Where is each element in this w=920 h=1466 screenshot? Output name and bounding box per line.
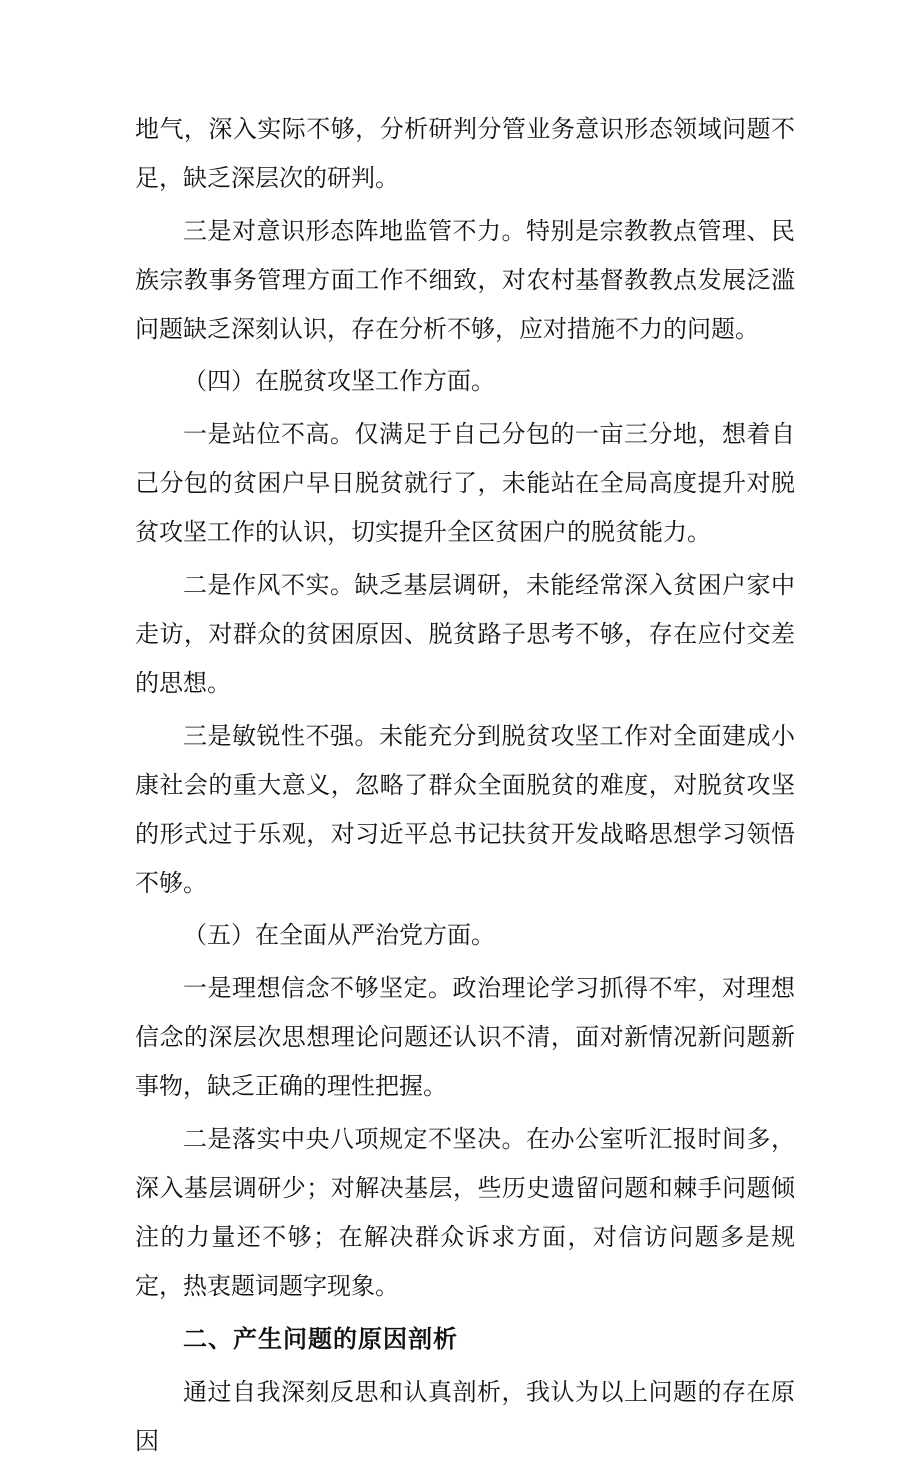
chapter-heading-cause-analysis: 二、产生问题的原因剖析 (183, 1325, 458, 1353)
document-body (135, 105, 795, 1466)
paragraph-continuation: 地气，深入实际不够，分析研判分管业务意识形态领域问题不足，缺乏深层次的研判。 (135, 115, 795, 192)
paragraph-poverty-point-two: 二是作风不实。缺乏基层调研，未能经常深入贫困户家中走访，对群众的贫困原因、脱贫路子思考不够，存在应付交差的思想。 (135, 571, 795, 697)
paragraph-cause-intro: 通过自我深刻反思和认真剖析，我认为以上问题的存在原因 (135, 1378, 795, 1455)
paragraph-poverty-point-three: 三是敏锐性不强。未能充分到脱贫攻坚工作对全面建成小康社会的重大意义，忽略了群众全面脱贫的难度，对脱贫攻坚的形式过于乐观，对习近平总书记扶贫开发战略思想学习领悟不够。 (135, 722, 795, 897)
paragraph-ideology-positions: 三是对意识形态阵地监管不力。特别是宗教教点管理、民族宗教事务管理方面工作不细致，对农村基督教教点发展泛滥问题缺乏深刻认识，存在分析不够，应对措施不力的问题。 (135, 217, 795, 343)
paragraph-discipline-point-two: 二是落实中央八项规定不坚决。在办公室听汇报时间多，深入基层调研少；对解决基层，些历史遗留问题和棘手问题倾注的力量还不够；在解决群众诉求方面，对信访问题多是规定，热衷题词题字现象。 (135, 1125, 795, 1300)
paragraph-poverty-point-one: 一是站位不高。仅满足于自己分包的一亩三分地，想着自己分包的贫困户早日脱贫就行了，未能站在全局高度提升对脱贫攻坚工作的认识，切实提升全区贫困户的脱贫能力。 (135, 420, 795, 546)
section-heading-party-discipline: （五）在全面从严治党方面。 (183, 921, 495, 949)
section-heading-poverty-alleviation: （四）在脱贫攻坚工作方面。 (183, 367, 495, 395)
paragraph-discipline-point-one: 一是理想信念不够坚定。政治理论学习抓得不牢，对理想信念的深层次思想理论问题还认识不清，面对新情况新问题新事物，缺乏正确的理性把握。 (135, 974, 795, 1100)
